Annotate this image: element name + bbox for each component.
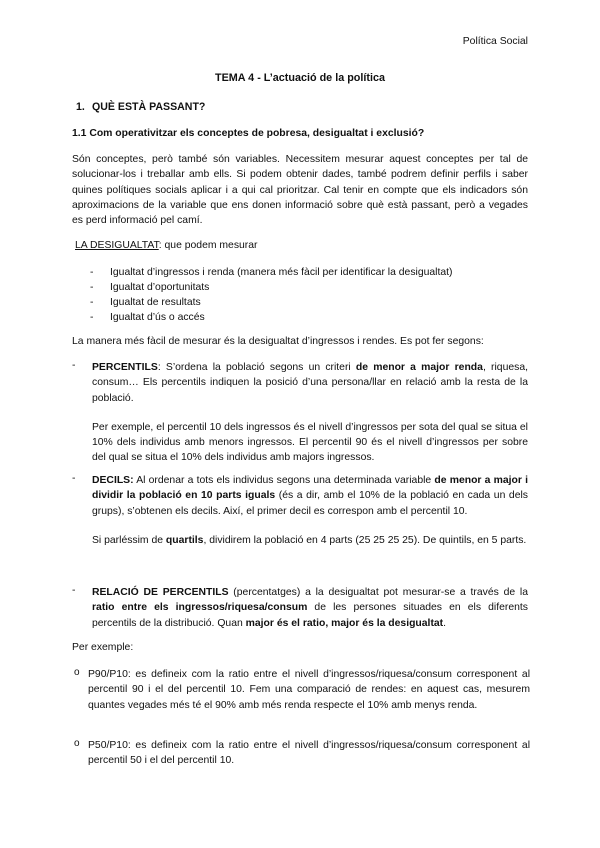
example-item [74, 667, 530, 713]
document-title: TEMA 4 - L’actuació de la política [215, 72, 385, 84]
percentils-example: Per exemple, el percentil 10 dels ingressos és el nivell d’ingressos per sota del qual se situa el 10% dels individus amb menors ingressos. El percentil 90 és el nivell d’ingressos per sobre del qual se situa el 10% dels individus amb majors ingressos. [92, 421, 528, 464]
quartils-note: Si parléssim de quartils, dividirem la població en 4 parts (25 25 25 25). De quintils, en 5 parts. [92, 534, 527, 546]
section-number: 1. [76, 101, 85, 113]
list-item: - Igualtat de resultats [90, 295, 453, 310]
percentils-term: PERCENTILS [92, 362, 158, 373]
circle-bullet-icon: o [74, 738, 80, 749]
dash-marker: - [72, 473, 76, 484]
percentils-definition: PERCENTILS: S’ordena la població segons un criteri de menor a major renda, riquesa, consum… Els percentils indiquen la posició d’una persona/llar en relació amb la resta de la població. [92, 362, 528, 404]
list-item: - Igualtat d’ingressos i renda (manera més fàcil per identificar la desigualtat) [90, 265, 453, 280]
section-label: QUÈ ESTÀ PASSANT? [92, 101, 206, 113]
example-item [74, 738, 530, 769]
desigualtat-list [90, 265, 453, 325]
list-item: - Igualtat d’oportunitats [90, 280, 453, 295]
circle-bullet-icon: o [74, 667, 80, 678]
desigualtat-rest: : que podem mesurar [158, 240, 258, 251]
dash-marker: - [72, 585, 76, 596]
example-text: P50/P10: es defineix com la ratio entre el nivell d’ingressos/riquesa/consum corresponent al percentil 50 i el del percentil 10. [88, 740, 530, 767]
intro-paragraph: Són conceptes, però també són variables. Necessitem mesurar aquest conceptes per tal de solucionar-los i treballar amb ells. Si podem obtenir dades, també podrem definir perfils i saber quines polítiques socials aplicar i a qui cal prioritzar. Cal tenir en compte que els indicadors són aproximacions de la variable que ens donen informació sobre què està passant, però a vegades es perd informació pel camí. [72, 154, 528, 227]
dash-marker: - [72, 360, 76, 371]
per-exemple-label: Per exemple: [72, 642, 134, 653]
decils-block [72, 473, 528, 562]
relacio-block [72, 585, 528, 645]
section-heading-1 [76, 101, 205, 113]
percentils-block [72, 360, 528, 480]
subsection-heading: 1.1 Com operativitzar els conceptes de pobresa, desigualtat i exclusió? [72, 128, 425, 139]
list-item: - Igualtat d’ús o accés [90, 310, 453, 325]
decils-definition: DECILS: Al ordenar a tots els individus segons una determinada variable de menor a major i dividir la població en 10 parts iguals (és a dir, amb el 10% de la població en cada un dels grups), s’obtenen els decils. Així, el primer decil es correspon amb el percentil 10. [92, 475, 529, 517]
manera-paragraph: La manera més fàcil de mesurar és la desigualtat d’ingressos i rendes. Es pot fer segons: [72, 336, 484, 347]
example-text: P90/P10: es defineix com la ratio entre el nivell d’ingressos/riquesa/consum corresponent al percentil 90 i el del percentil 10. Fem una comparació de rendes: en aquest cas, mesurem quantes vegades més té el 90% amb més renda respecte el 10% amb menys renda. [88, 669, 530, 711]
relacio-term: RELACIÓ DE PERCENTILS [92, 587, 229, 598]
desigualtat-label: LA DESIGUALTAT [75, 240, 159, 251]
desigualtat-line [75, 238, 531, 253]
decils-term: DECILS: [92, 475, 134, 486]
relacio-definition: RELACIÓ DE PERCENTILS (percentatges) a la desigualtat pot mesurar-se a través de la ratio entre els ingressos/riquesa/consum de les persones situades en els diferents percentils de la distribució. Quan major és el ratio, major és la desigualtat. [92, 587, 529, 629]
page-header: Política Social [462, 36, 528, 47]
